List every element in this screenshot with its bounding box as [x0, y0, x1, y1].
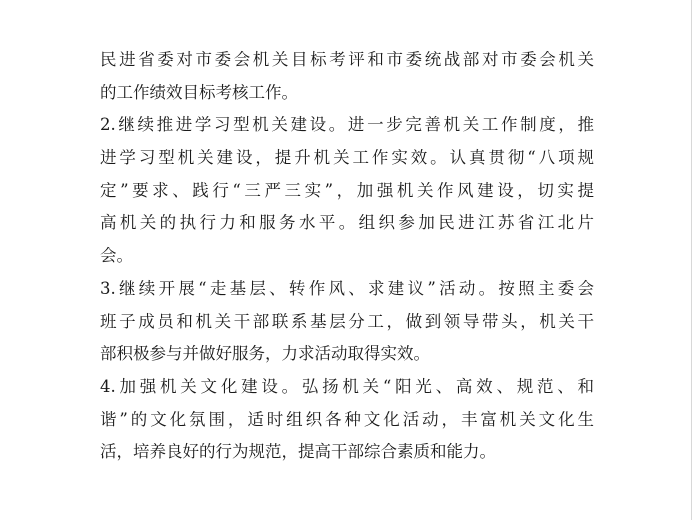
text-line: 高机关的执行力和服务水平。组织参加民进江苏省江北片: [100, 213, 594, 233]
text-line: 定”要求、践行“三严三实”，加强机关作风建设，切实提: [100, 180, 594, 200]
text-line: 的工作绩效目标考核工作。: [100, 82, 298, 102]
document-body: [100, 44, 594, 469]
text-line: 4.加强机关文化建设。弘扬机关“阳光、高效、规范、和: [100, 376, 594, 396]
text-line: 班子成员和机关干部联系基层分工，做到领导带头，机关干: [100, 311, 594, 331]
paragraph-item-4: [100, 371, 594, 469]
text-line: 谐”的文化氛围，适时组织各种文化活动，丰富机关文化生: [100, 409, 594, 429]
paragraph-continuation: [100, 44, 594, 109]
text-line: 进学习型机关建设，提升机关工作实效。认真贯彻“八项规: [100, 148, 594, 168]
paragraph-item-3: [100, 273, 594, 371]
text-line: 2.继续推进学习型机关建设。进一步完善机关工作制度，推: [100, 115, 594, 135]
text-line: 活，培养良好的行为规范，提高干部综合素质和能力。: [100, 442, 496, 462]
text-line: 3.继续开展“走基层、转作风、求建议”活动。按照主委会: [100, 278, 594, 298]
text-line: 民进省委对市委会机关目标考评和市委统战部对市委会机关: [100, 50, 594, 69]
text-line: 会。: [100, 246, 133, 266]
page-edge-divider: [691, 0, 692, 520]
text-line: 部积极参与并做好服务，力求活动取得实效。: [100, 344, 430, 364]
paragraph-item-2: [100, 109, 594, 272]
